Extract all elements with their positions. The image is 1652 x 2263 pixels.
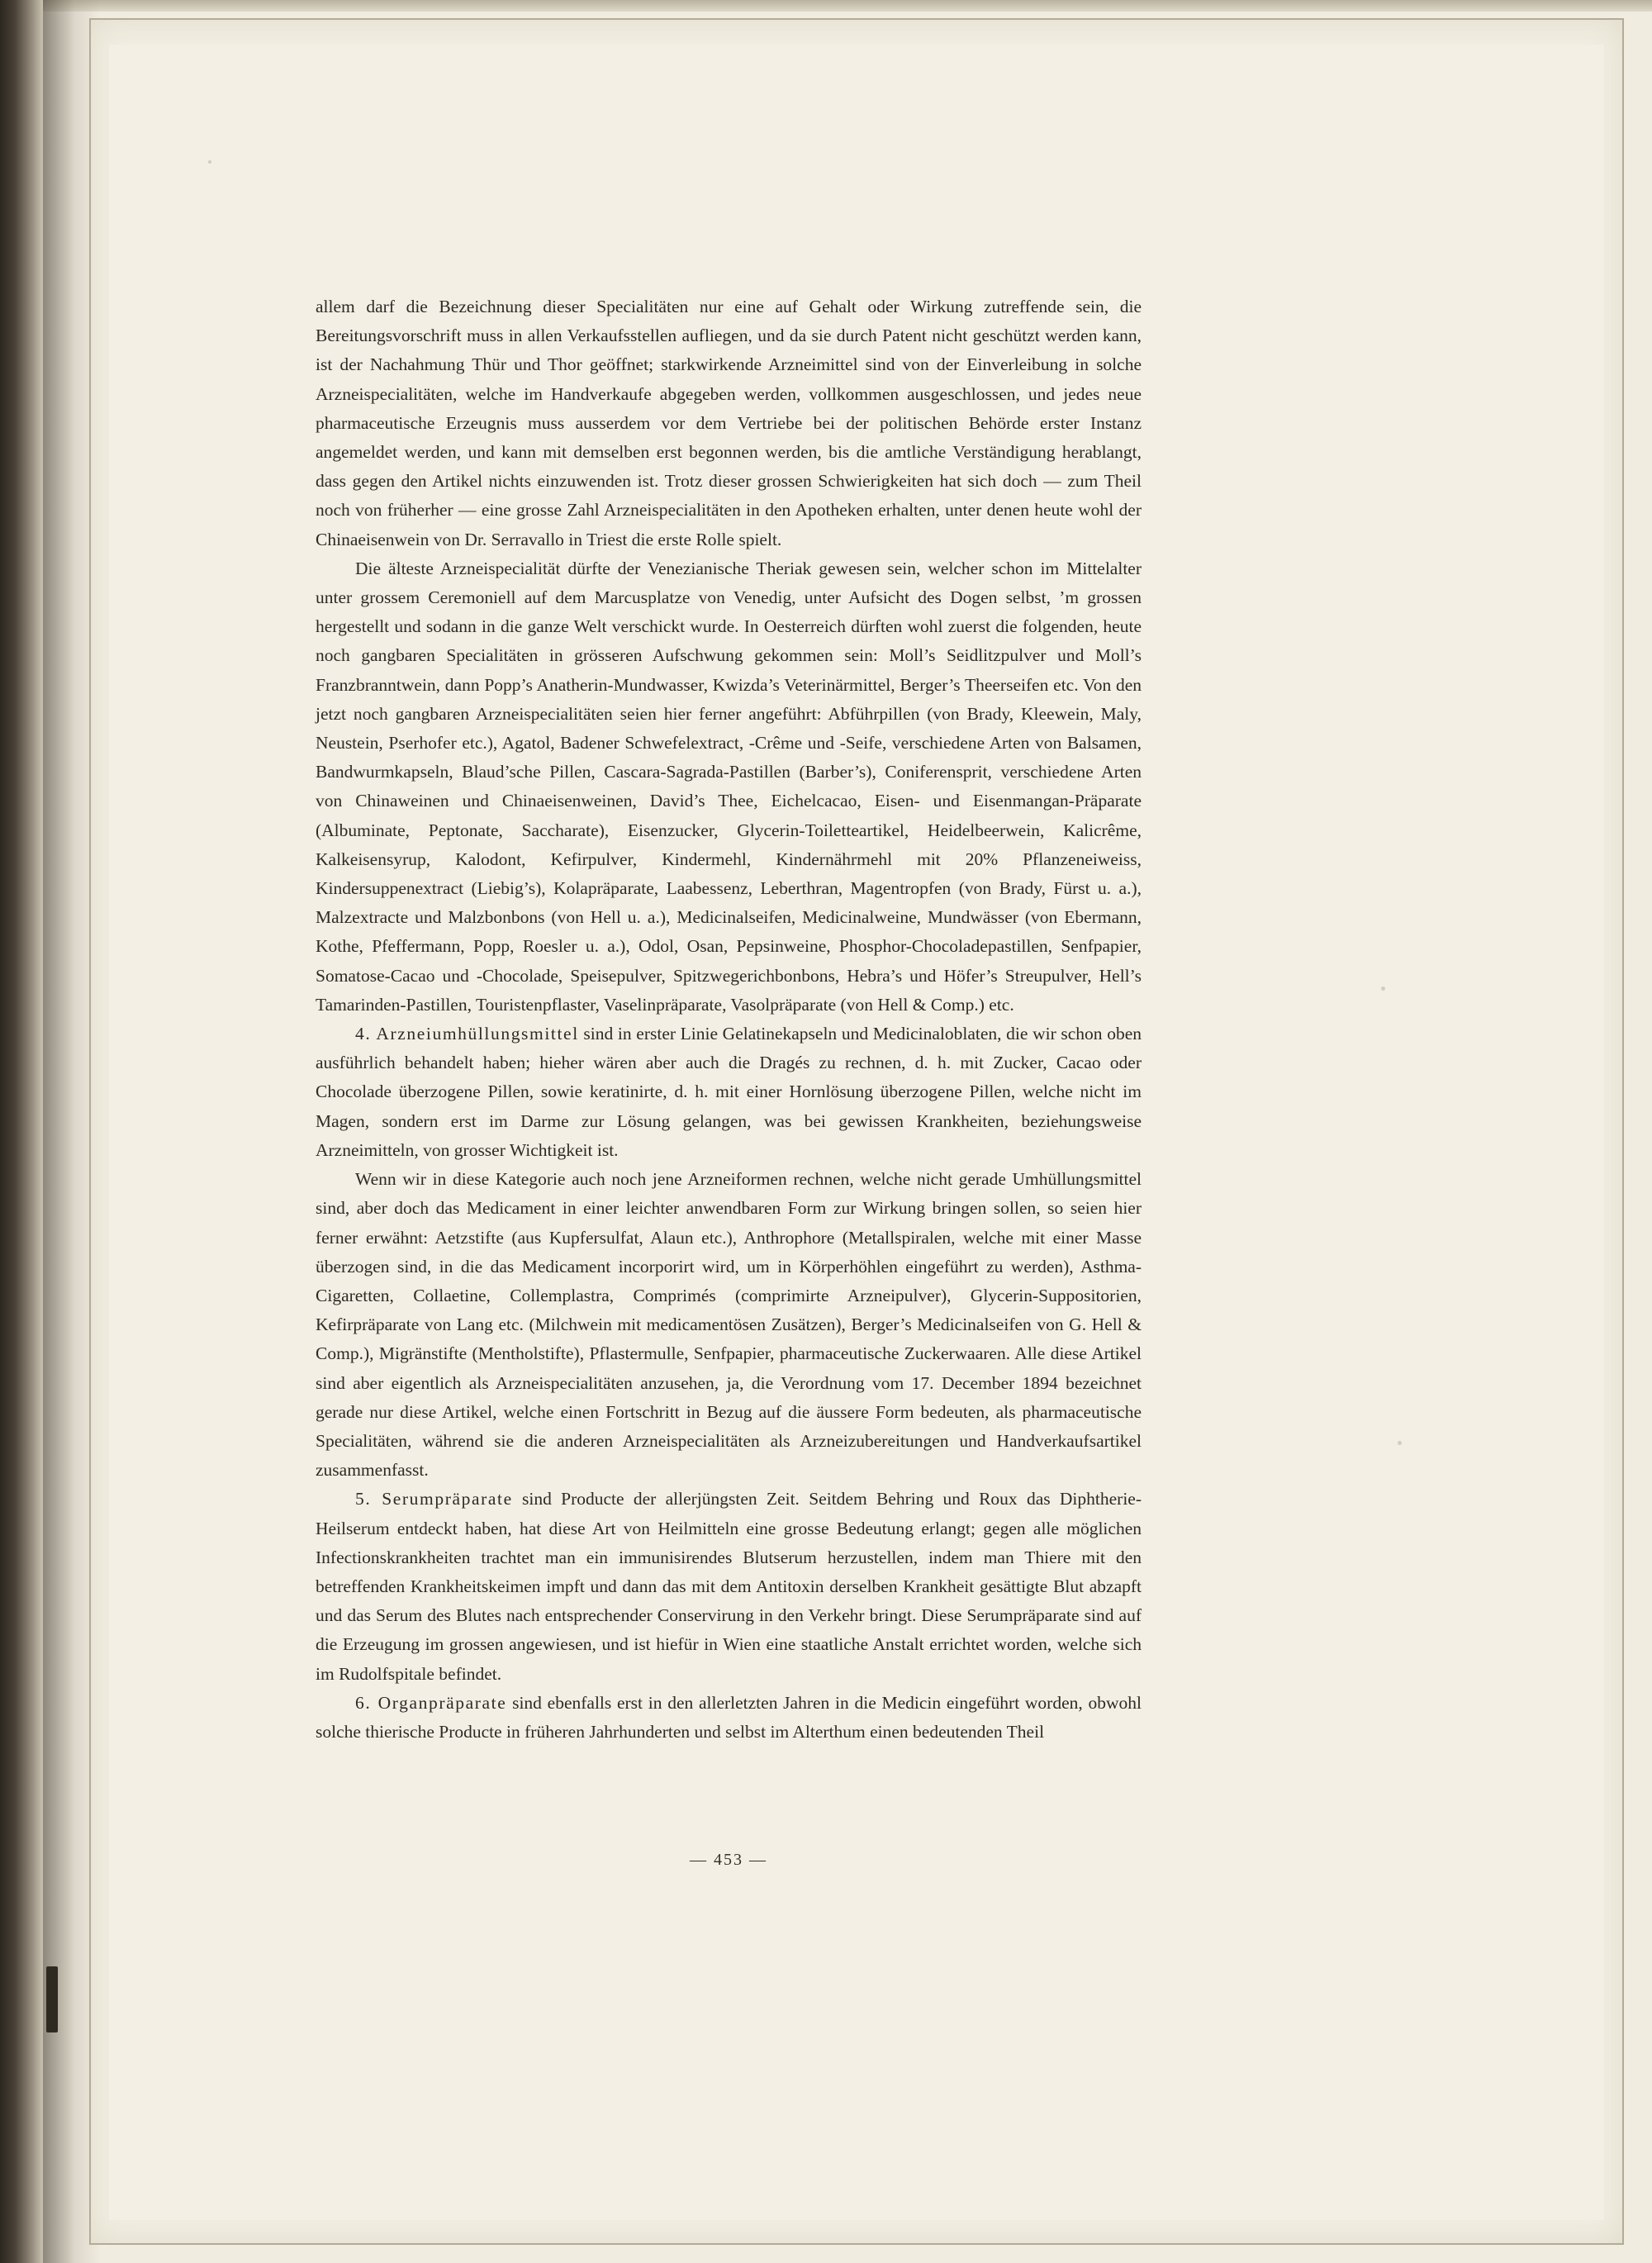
paragraph-5-body: sind Producte der allerjüngsten Zeit. Seitdem Behring und Roux das Diphtherie-Heilserum entdeckt haben, hat diese Art von Heilmitteln eine grosse Bedeutung erlangt; gegen alle möglichen Infectionskrankheiten trachtet man ein immunisirendes Blutserum herzustellen, indem man Thiere mit den betreffenden Krankheitskeimen impft und dann das mit dem Antitoxin derselben Krankheit gesättigte Blut abzapft und das Serum des Blutes nach entsprechender Conservirung in den Verkehr bringt. Diese Serumpräparate sind auf die Erzeugung im grossen angewiesen, und ist hiefür in Wien eine staatliche Anstalt errichtet worden, welche sich im Rudolfspitale befindet. xyxy=(316,1489,1142,1684)
paragraph-5 xyxy=(316,1485,1142,1688)
page-frame xyxy=(89,18,1624,2245)
paper-speck xyxy=(1381,986,1385,991)
scan-left-edge xyxy=(0,0,43,2263)
body-text-block xyxy=(316,292,1142,1747)
paper-speck xyxy=(1398,1441,1402,1445)
paragraph-2: Die älteste Arzneispecialität dürfte der Venezianische Theriak gewesen sein, welcher schon im Mittelalter unter grossem Ceremoniell auf dem Marcusplatze von Venedig, unter Aufsicht des Dogen selbst, ’m grossen hergestellt und sodann in die ganze Welt verschickt wurde. In Oesterreich dürften wohl zuerst die folgenden, heute noch gangbaren Specialitäten in grösseren Aufschwung gekommen sein: Moll’s Seidlitzpulver und Moll’s Franzbranntwein, dann Popp’s Anatherin-Mundwasser, Kwizda’s Veterinärmittel, Berger’s Theerseifen etc. Von den jetzt noch gangbaren Arzneispecialitäten seien hier ferner angeführt: Abführpillen (von Brady, Kleewein, Maly, Neustein, Pserhofer etc.), Agatol, Badener Schwefelextract, -Crême und -Seife, verschiedene Arten von Balsamen, Bandwurmkapseln, Blaud’sche Pillen, Cascara-Sagrada-Pastillen (Barber’s), Coniferensprit, verschiedene Arten von Chinaweinen und Chinaeisenweinen, David’s Thee, Eichelcacao, Eisen- und Eisenmangan-Präparate (Albuminate, Peptonate, Saccharate), Eisenzucker, Glycerin-Toiletteartikel, Heidelbeerwein, Kalicrême, Kalkeisensyrup, Kalodont, Kefirpulver, Kindermehl, Kindernährmehl mit 20% Pflanzeneiweiss, Kindersuppenextract (Liebig’s), Kolapräparate, Laabessenz, Leberthran, Magentropfen (von Brady, Fürst u. a.), Malzextracte und Malzbonbons (von Hell u. a.), Medicinalseifen, Medicinalweine, Mundwässer (von Ebermann, Kothe, Pfeffermann, Popp, Roesler u. a.), Odol, Osan, Pepsinweine, Phosphor-Chocoladepastillen, Senfpapier, Somatose-Cacao und -Chocolade, Speisepulver, Spitzwegerichbonbons, Hebra’s und Höfer’s Streupulver, Hell’s Tamarinden-Pastillen, Touristenpflaster, Vaselinpräparate, Vasolpräparate (von Hell & Comp.) etc. xyxy=(316,558,1142,1015)
paragraph-5-lead: 5. Serumpräparate xyxy=(355,1489,513,1509)
paragraph-6 xyxy=(316,1689,1142,1747)
paper-speck xyxy=(208,160,211,164)
paper-surface xyxy=(109,45,1604,2220)
paragraph-6-body: sind ebenfalls erst in den allerletzten Jahren in die Medicin eingeführt worden, obwohl solche thierische Producte in früheren Jahrhunderten und selbst im Alterthum einen bedeutenden Theil xyxy=(316,1692,1142,1742)
paragraph-3-lead: 4. Arzneiumhüllungsmittel xyxy=(355,1024,579,1044)
page-number: — 453 — xyxy=(690,1851,767,1869)
paragraph-1: allem darf die Bezeichnung dieser Specialitäten nur eine auf Gehalt oder Wirkung zutreffende sein, die Bereitungsvorschrift muss in allen Verkaufsstellen aufliegen, und da sie durch Patent nicht geschützt werden kann, ist der Nachahmung Thür und Thor geöffnet; starkwirkende Arzneimittel sind von der Einverleibung in solche Arzneispecialitäten, welche im Handverkaufe abgegeben werden, vollkommen ausgeschlossen, und jedes neue pharmaceutische Erzeugnis muss ausserdem vor dem Vertriebe bei der politischen Behörde erster Instanz angemeldet werden, und kann mit demselben erst begonnen werden, bis die amtliche Verständigung herablangt, dass gegen den Artikel nichts einzuwenden ist. Trotz dieser grossen Schwierigkeiten hat sich doch — zum Theil noch von früherher — eine grosse Zahl Arzneispecialitäten in den Apotheken erhalten, unter denen heute wohl der Chinaeisenwein von Dr. Serravallo in Triest die erste Rolle spielt. xyxy=(316,297,1142,549)
paragraph-3-body: sind in erster Linie Gelatinekapseln und Medicinaloblaten, die wir schon oben ausführlich behandelt haben; hieher wären aber auch die Dragés zu rechnen, d. h. mit Zucker, Cacao oder Chocolade überzogene Pillen, sowie keratinirte, d. h. mit einer Hornlösung überzogene Pillen, welche nicht im Magen, sondern erst im Darme zur Lösung gelangen, was bei gewissen Krankheiten, beziehungsweise Arzneimitteln, von grosser Wichtigkeit ist. xyxy=(316,1024,1142,1160)
paragraph-4: Wenn wir in diese Kategorie auch noch jene Arzneiformen rechnen, welche nicht gerade Umhüllungsmittel sind, aber doch das Medicament in einer leichter anwendbaren Form zur Wirkung bringen sollen, so seien hier ferner erwähnt: Aetzstifte (aus Kupfersulfat, Alaun etc.), Anthrophore (Metallspiralen, welche mit einer Masse überzogen sind, in die das Medicament incorporirt wird, um in Körperhöhlen eingeführt zu werden), Asthma-Cigaretten, Collaetine, Collemplastra, Comprimés (comprimirte Arzneipulver), Glycerin-Suppositorien, Kefirpräparate von Lang etc. (Milchwein mit medicamentösen Zusätzen), Berger’s Medicinalseifen von G. Hell & Comp.), Migränstifte (Mentholstifte), Pflastermulle, Senfpapier, pharmaceutische Zuckerwaaren. Alle diese Artikel sind aber eigentlich als Arzneispecialitäten anzusehen, ja, die Verordnung vom 17. December 1894 bezeichnet gerade nur diese Artikel, welche einen Fortschritt in Bezug auf die äussere Form bedeuten, als pharmaceutische Specialitäten, während sie die anderen Arzneispecialitäten als Arzneizubereitungen und Handverkaufsartikel zusammenfasst. xyxy=(316,1169,1142,1481)
paragraph-3 xyxy=(316,1020,1142,1165)
paragraph-6-lead: 6. Organpräparate xyxy=(355,1692,507,1713)
page-clip-marker xyxy=(46,1966,58,2032)
scan-top-edge xyxy=(0,0,1652,12)
